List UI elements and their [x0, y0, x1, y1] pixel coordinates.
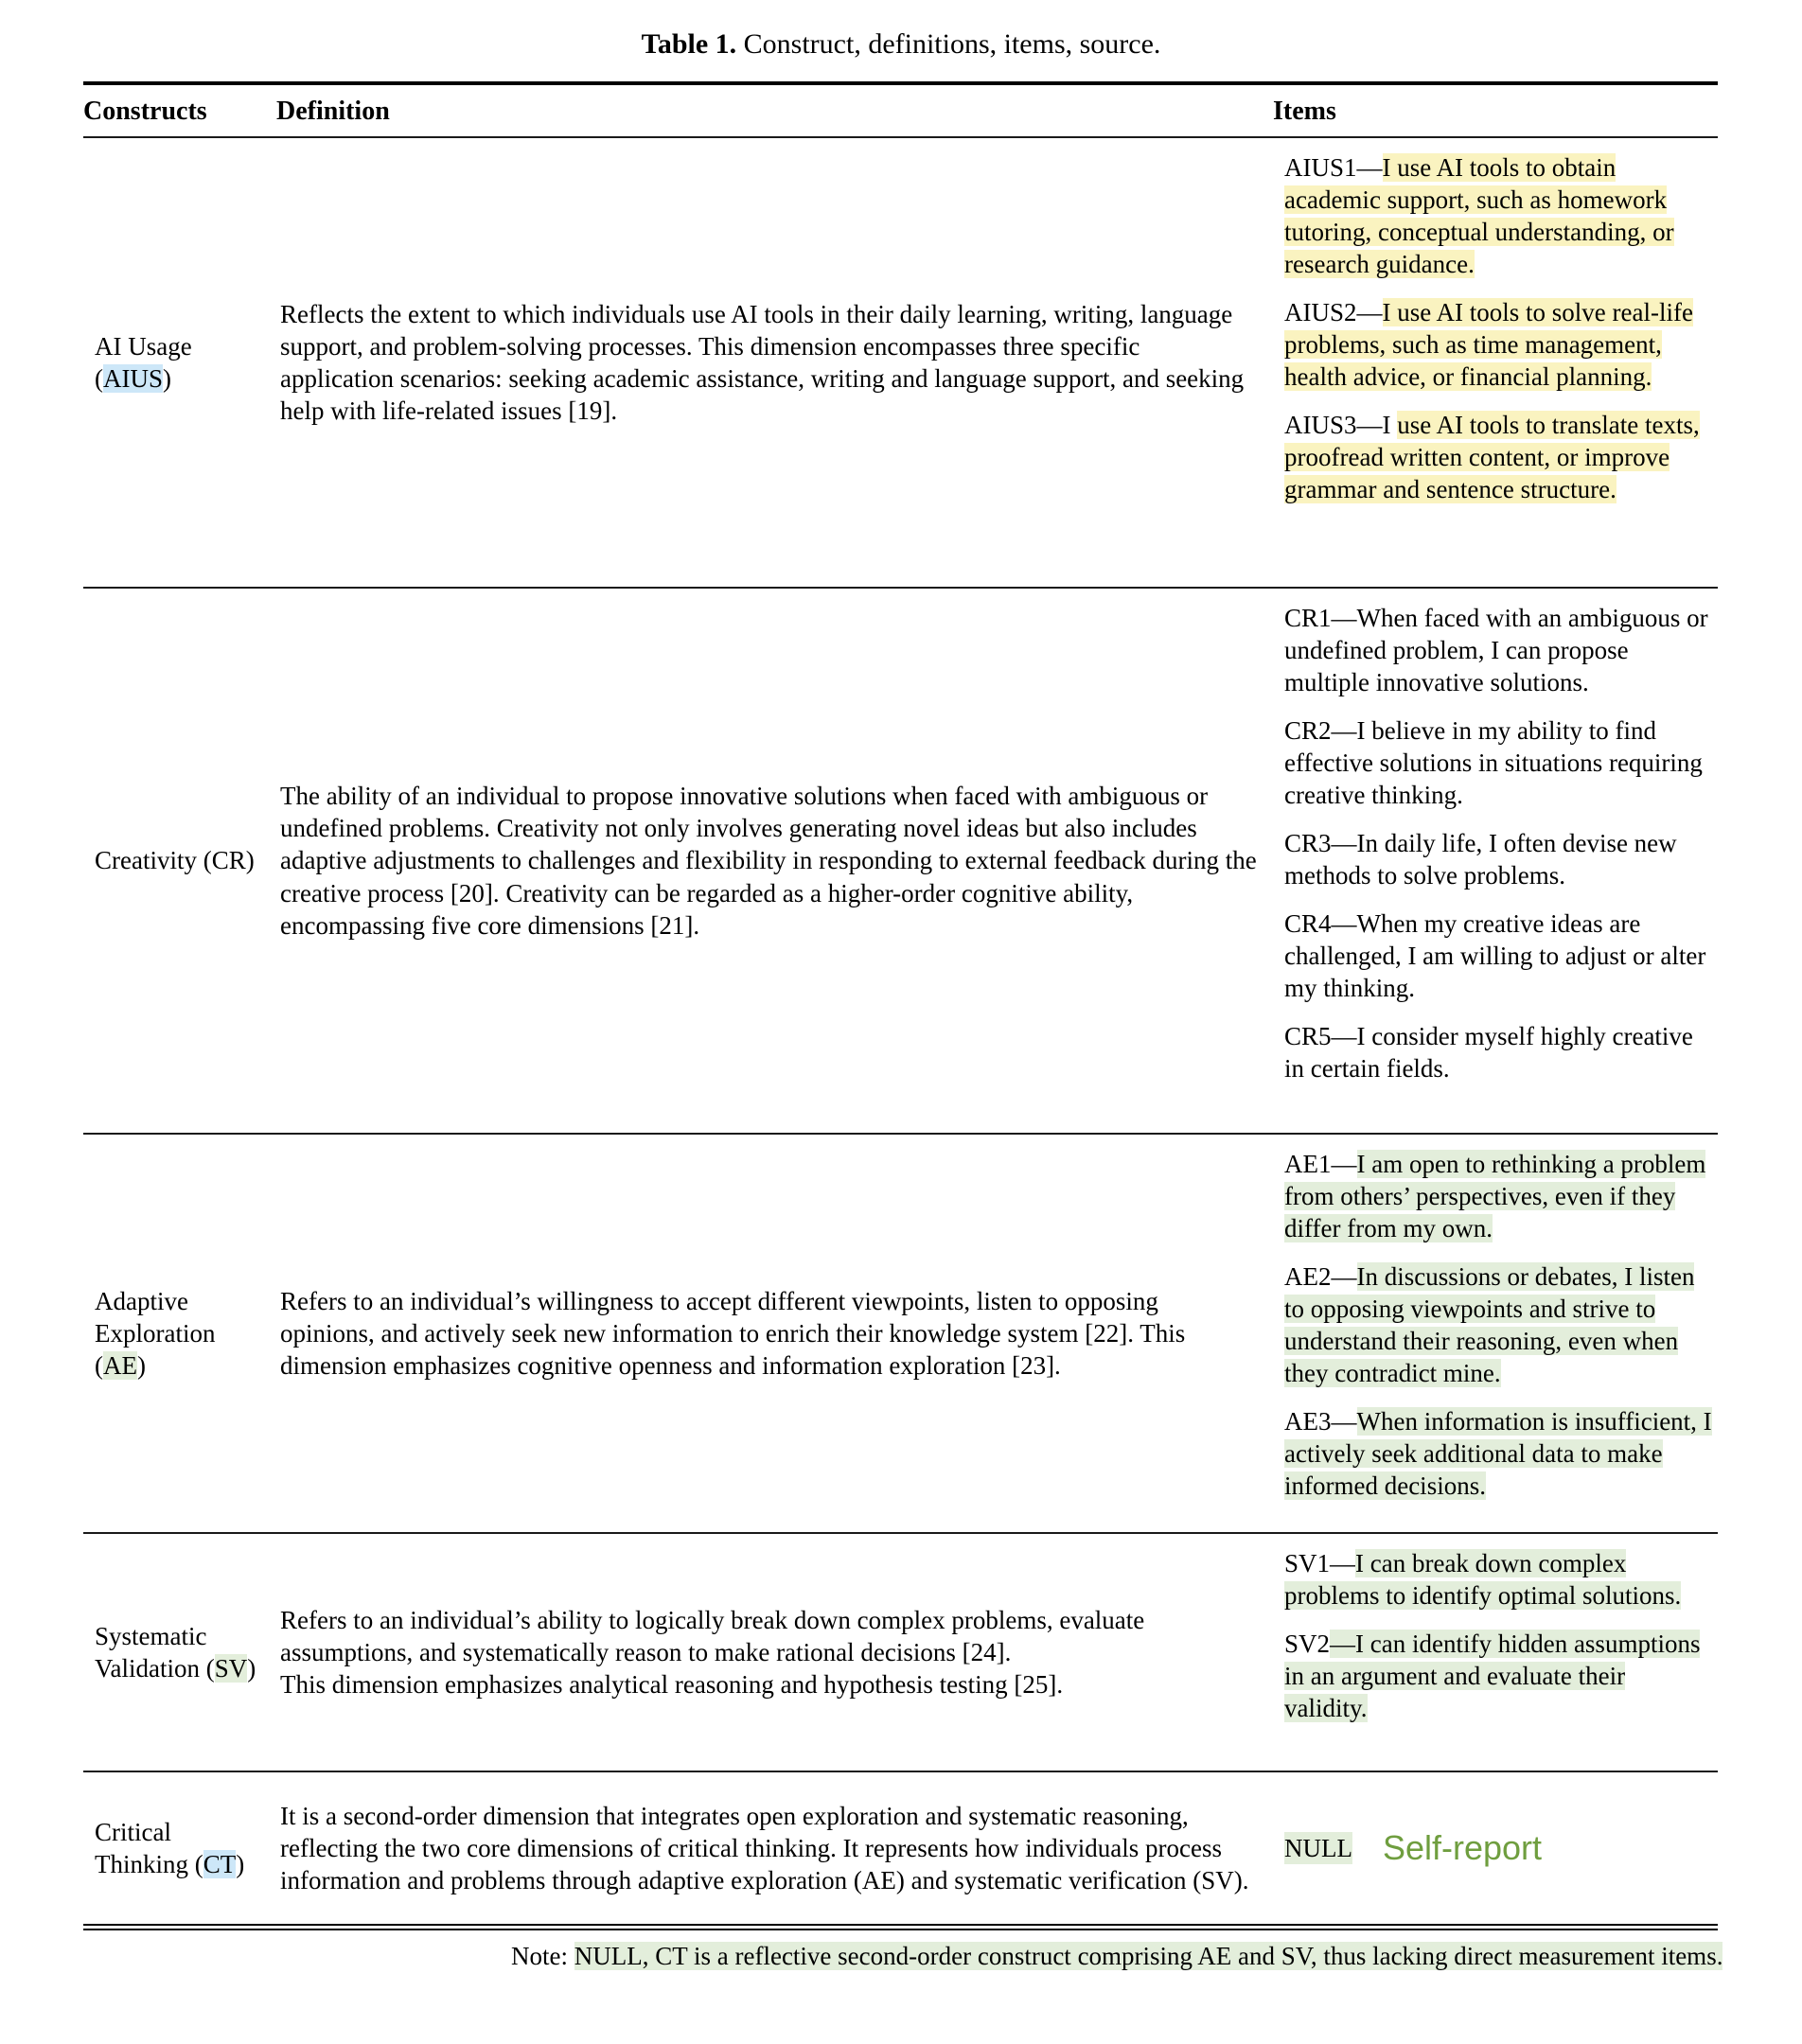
items-cell-creativity: [1273, 589, 1718, 1133]
item-sv2: SV2—I can identify hidden assumptions in an argument and evaluate their validity.: [1284, 1630, 1701, 1723]
construct-label: Critical Thinking (CT): [95, 1817, 245, 1878]
constructs-table: [83, 81, 1718, 1930]
table-row-systematic-validation: [83, 1534, 1718, 1772]
item-aius1: AIUS1—I use AI tools to obtain academic support, such as homework tutoring, conceptual understanding, or research guidance.: [1284, 153, 1674, 279]
item-aius3: AIUS3—I use AI tools to translate texts, proofread written content, or improve grammar and sentence structure.: [1284, 411, 1700, 504]
items-cell-systematic-validation: [1273, 1534, 1718, 1771]
item-cr1: CR1—When faced with an ambiguous or undefined problem, I can propose multiple innovative solutions.: [1284, 604, 1708, 697]
definition-text-line1: Refers to an individual’s ability to logically break down complex problems, evaluate assumptions, and systematically reason to make rational decisions [24].: [280, 1605, 1145, 1666]
null-label: NULL: [1284, 1832, 1352, 1864]
column-header-items: Items: [1273, 97, 1336, 126]
construct-cell-ai-usage: [83, 138, 276, 587]
definition-text-line2: This dimension emphasizes analytical reasoning and hypothesis testing [25].: [280, 1670, 1064, 1699]
items-cell-critical-thinking: [1273, 1772, 1718, 1924]
definition-text: The ability of an individual to propose innovative solutions when faced with ambiguous or undefined problems. Creativity not only involves generating novel ideas but also includes adaptive adjustments to challenges and flexibility in responding to external feedback during the creative process [20]. Creativity can be regarded as a higher-order cognitive ability, encompassing five core dimensions [21].: [280, 782, 1257, 940]
table-row-ai-usage: [83, 138, 1718, 589]
column-header-definition: Definition: [276, 97, 390, 126]
construct-label: AI Usage (AIUS): [95, 331, 192, 393]
construct-label: Adaptive Exploration (AE): [95, 1286, 216, 1380]
definition-text: Refers to an individual’s willingness to accept different viewpoints, listen to opposing opinions, and actively seek new information to enrich their knowledge system [22]. This dimension emphasizes cognitive openness and information exploration [23].: [280, 1286, 1186, 1380]
definition-text: Reflects the extent to which individuals use AI tools in their daily learning, writing, language support, and problem-solving processes. This dimension encompasses three specific application scenarios: seeking academic assistance, writing and language support, and seeking help with life-related issues [19].: [280, 299, 1245, 426]
item-cr2: CR2—I believe in my ability to find effective solutions in situations requiring creative thinking.: [1284, 716, 1703, 810]
note-prefix: Note:: [511, 1942, 574, 1970]
table-note: [511, 1940, 1732, 1974]
table-row-adaptive-exploration: [83, 1135, 1718, 1534]
definition-cell-critical-thinking: [276, 1772, 1273, 1924]
table-title-label: Table 1.: [641, 28, 737, 60]
construct-abbr-ct: CT: [203, 1850, 237, 1878]
table-row-critical-thinking: [83, 1772, 1718, 1924]
definition-cell-ai-usage: [276, 138, 1273, 587]
definition-cell-creativity: [276, 589, 1273, 1133]
construct-label: Systematic Validation (SV): [95, 1621, 256, 1683]
table-title-text: Construct, definitions, items, source.: [743, 28, 1161, 60]
column-header-constructs: Constructs: [83, 97, 207, 126]
definition-cell-adaptive-exploration: [276, 1135, 1273, 1532]
item-cr5: CR5—I consider myself highly creative in certain fields.: [1284, 1022, 1693, 1084]
table-title: [0, 28, 1802, 61]
note-text: NULL, CT is a reflective second-order construct comprising AE and SV, thus lacking direct measurement items.: [574, 1942, 1723, 1970]
construct-abbr-sv: SV: [214, 1654, 248, 1683]
item-ae1: AE1—I am open to rethinking a problem from others’ perspectives, even if they differ from my own.: [1284, 1150, 1706, 1243]
item-cr4: CR4—When my creative ideas are challenged, I am willing to adjust or alter my thinking.: [1284, 909, 1706, 1003]
construct-abbr-cr: CR: [211, 846, 246, 875]
definition-cell-systematic-validation: [276, 1534, 1273, 1771]
construct-cell-adaptive-exploration: [83, 1135, 276, 1532]
construct-abbr-aius: AIUS: [103, 364, 164, 393]
item-ae3: AE3—When information is insufficient, I actively seek additional data to make informed decisions.: [1284, 1407, 1712, 1501]
construct-cell-creativity: [83, 589, 276, 1133]
definition-text: It is a second-order dimension that integrates open exploration and systematic reasoning, reflecting the two core dimensions of critical thinking. It represents how individuals process information and problems through adaptive exploration (AE) and systematic verification (SV).: [280, 1801, 1249, 1894]
table-row-creativity: [83, 589, 1718, 1135]
table-header-row: [83, 85, 1718, 138]
self-report-label: Self-report: [1382, 1828, 1543, 1868]
item-cr3: CR3—In daily life, I often devise new methods to solve problems.: [1284, 829, 1677, 890]
item-sv1: SV1—I can break down complex problems to identify optimal solutions.: [1284, 1549, 1682, 1611]
construct-abbr-ae: AE: [103, 1351, 137, 1380]
construct-cell-critical-thinking: [83, 1772, 276, 1924]
item-aius2: AIUS2—I use AI tools to solve real-life problems, such as time management, health advice, or financial planning.: [1284, 298, 1693, 392]
items-cell-ai-usage: [1273, 138, 1718, 587]
item-ae2: AE2—In discussions or debates, I listen to opposing viewpoints and strive to understand their reasoning, even when they contradict mine.: [1284, 1262, 1695, 1388]
construct-cell-systematic-validation: [83, 1534, 276, 1771]
items-cell-adaptive-exploration: [1273, 1135, 1718, 1532]
construct-label: Creativity (CR): [95, 846, 255, 875]
